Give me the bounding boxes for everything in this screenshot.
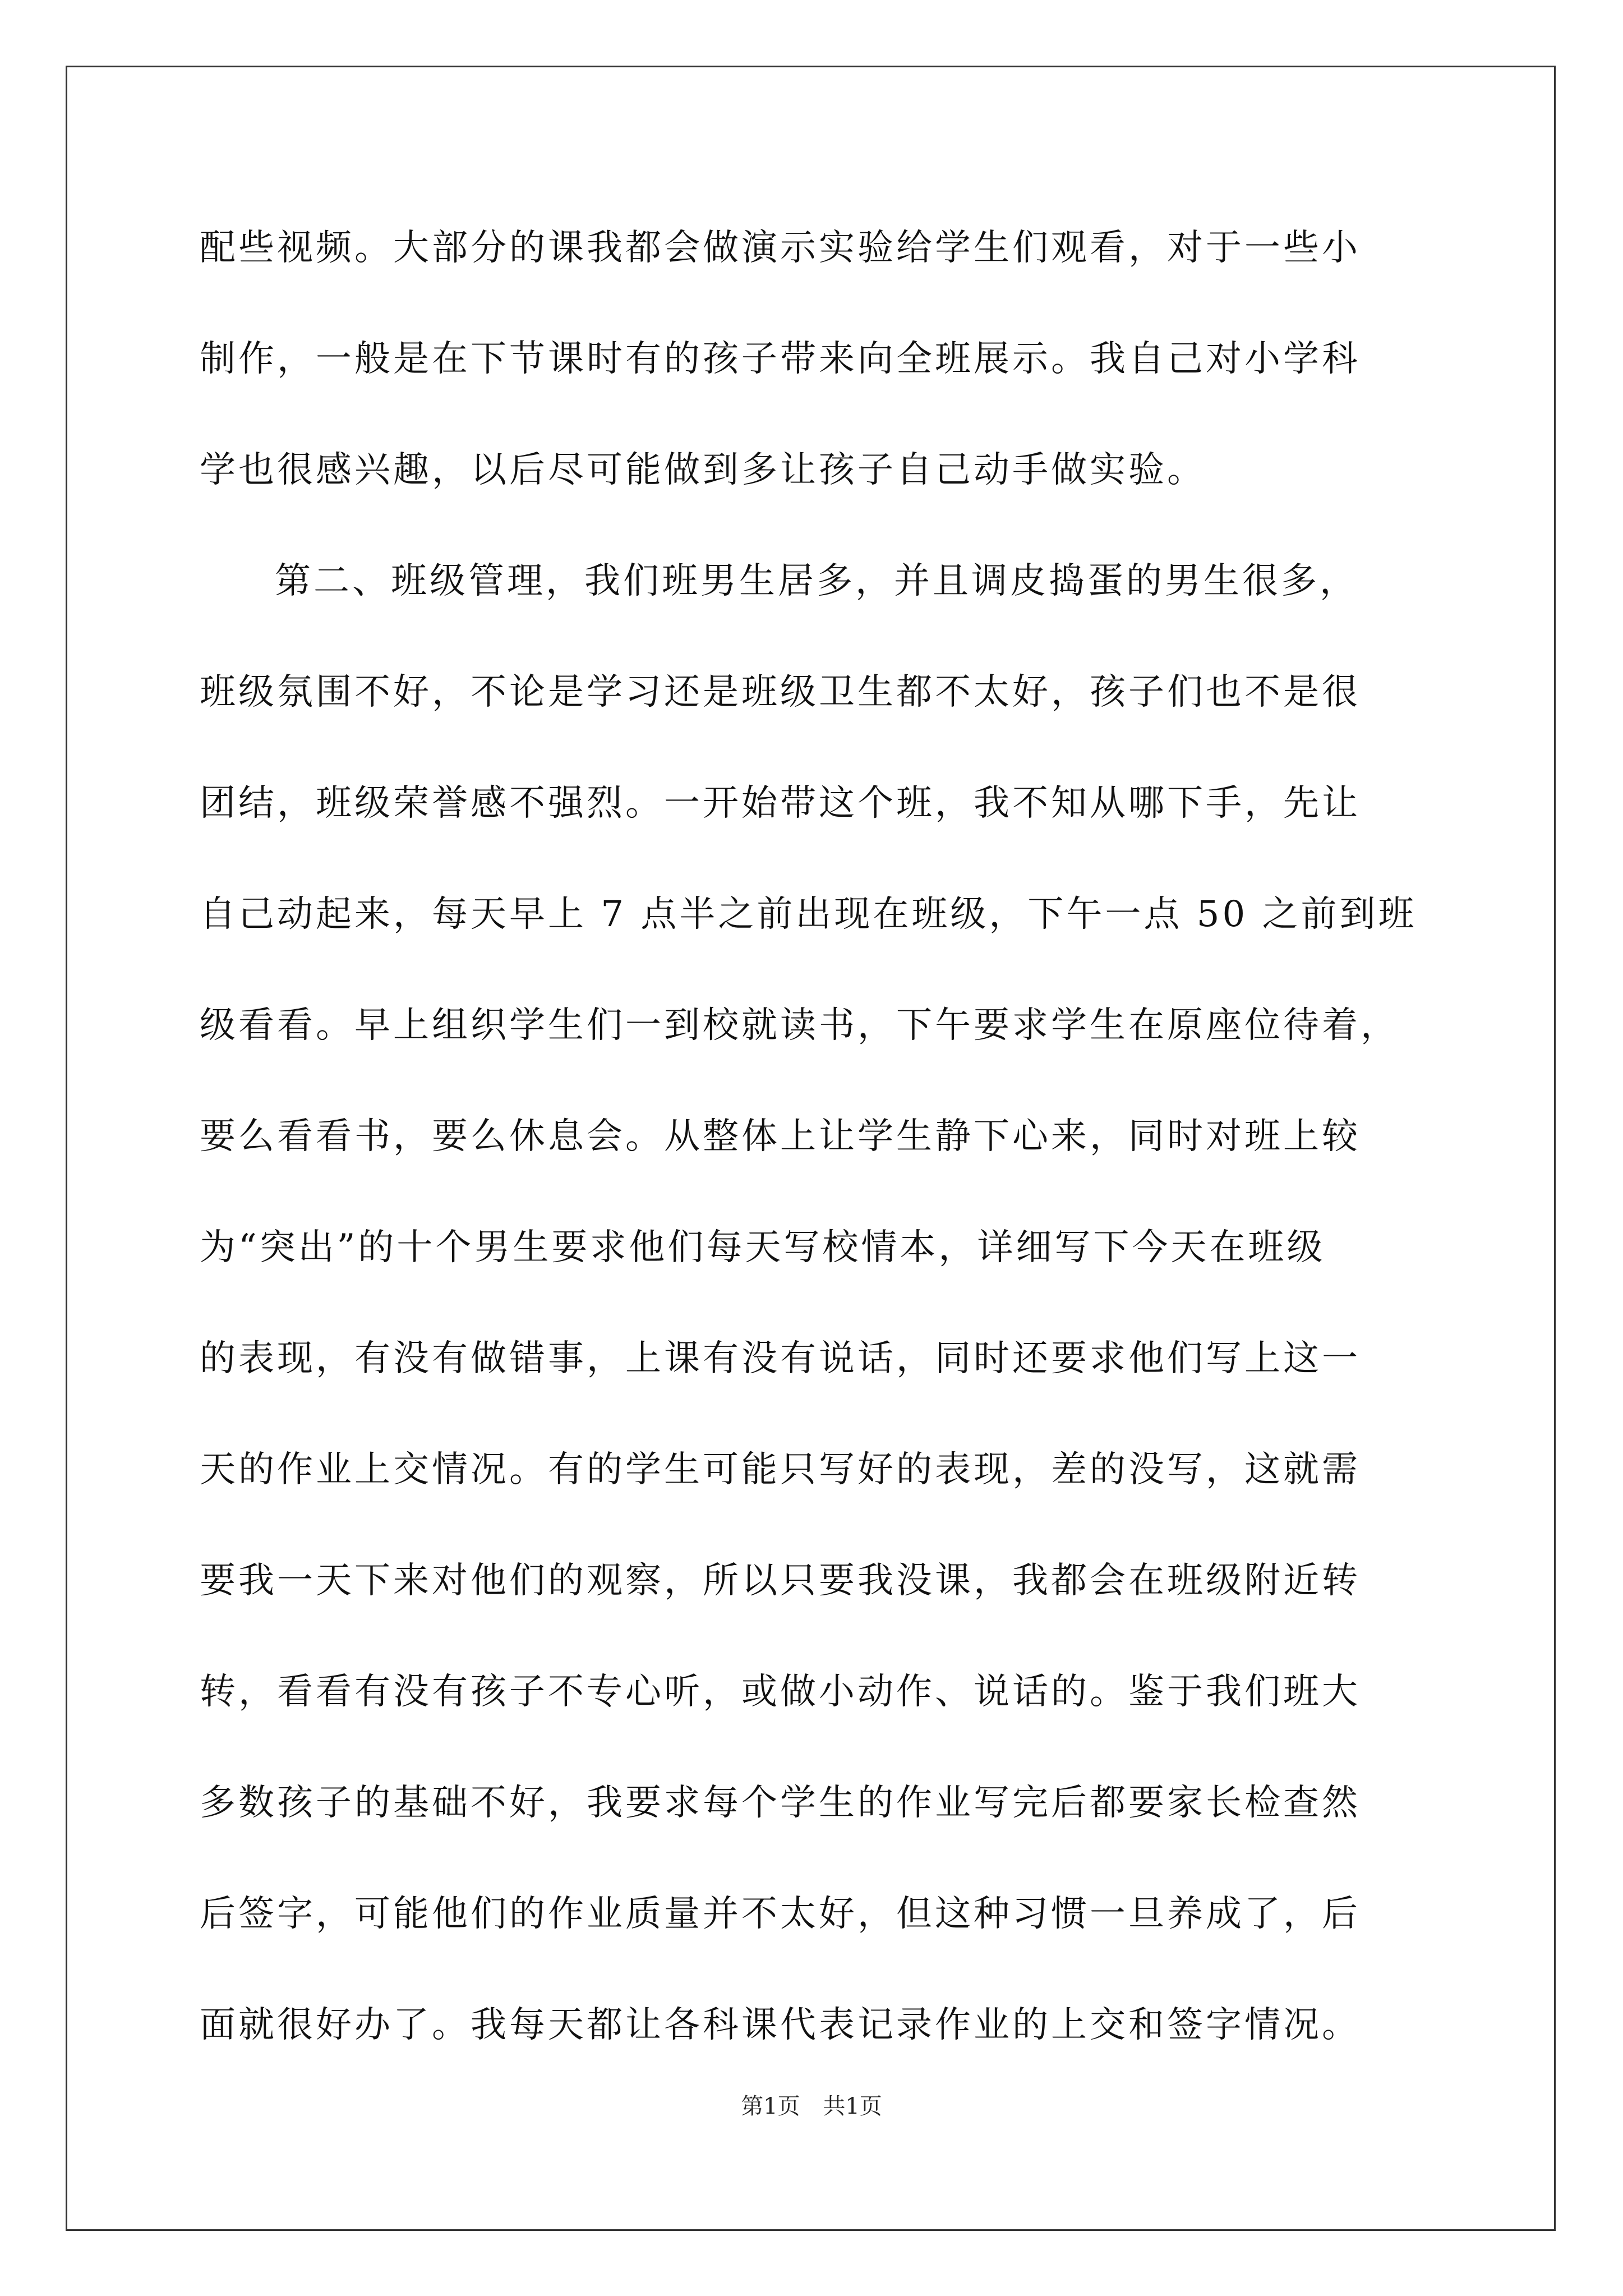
- text-line: 配些视频。大部分的课我都会做演示实验给学生们观看，对于一些小: [200, 227, 1361, 269]
- text-line: 级看看。早上组织学生们一到校就读书，下午要求学生在原座位待着，: [200, 1005, 1399, 1046]
- paragraph-start-line: 第二、班级管理，我们班男生居多，并且调皮捣蛋的男生很多，: [275, 560, 1358, 602]
- page-number: 第1页: [741, 2093, 800, 2119]
- text-line: 天的作业上交情况。有的学生可能只写好的表现，差的没写，这就需: [200, 1449, 1361, 1490]
- text-line: 面就很好办了。我每天都让各科课代表记录作业的上交和签字情况。: [200, 2004, 1361, 2046]
- text-line: 要我一天下来对他们的观察，所以只要我没课，我都会在班级附近转: [200, 1560, 1361, 1602]
- text-line: 多数孩子的基础不好，我要求每个学生的作业写完后都要家长检查然: [200, 1782, 1361, 1824]
- text-line: 要么看看书，要么休息会。从整体上让学生静下心来，同时对班上较: [200, 1116, 1361, 1157]
- text-line: 学也很感兴趣，以后尽可能做到多让孩子自己动手做实验。: [200, 449, 1206, 491]
- text-line: 为“突出”的十个男生要求他们每天写校情本，详细写下今天在班级: [200, 1227, 1326, 1268]
- text-line: 的表现，有没有做错事，上课有没有说话，同时还要求他们写上这一: [200, 1338, 1361, 1379]
- page-footer: [0, 2090, 1623, 2123]
- text-line: 自己动起来，每天早上 7 点半之前出现在班级，下午一点 50 之前到班: [200, 894, 1417, 935]
- text-line: 班级氛围不好，不论是学习还是班级卫生都不太好，孩子们也不是很: [200, 671, 1361, 713]
- text-line: 制作，一般是在下节课时有的孩子带来向全班展示。我自己对小学科: [200, 338, 1361, 380]
- page-total: 共1页: [823, 2093, 882, 2119]
- text-line: 团结，班级荣誉感不强烈。一开始带这个班，我不知从哪下手，先让: [200, 783, 1361, 824]
- text-line: 转，看看有没有孩子不专心听，或做小动作、说话的。鉴于我们班大: [200, 1671, 1361, 1713]
- text-line: 后签字，可能他们的作业质量并不太好，但这种习惯一旦养成了，后: [200, 1893, 1361, 1935]
